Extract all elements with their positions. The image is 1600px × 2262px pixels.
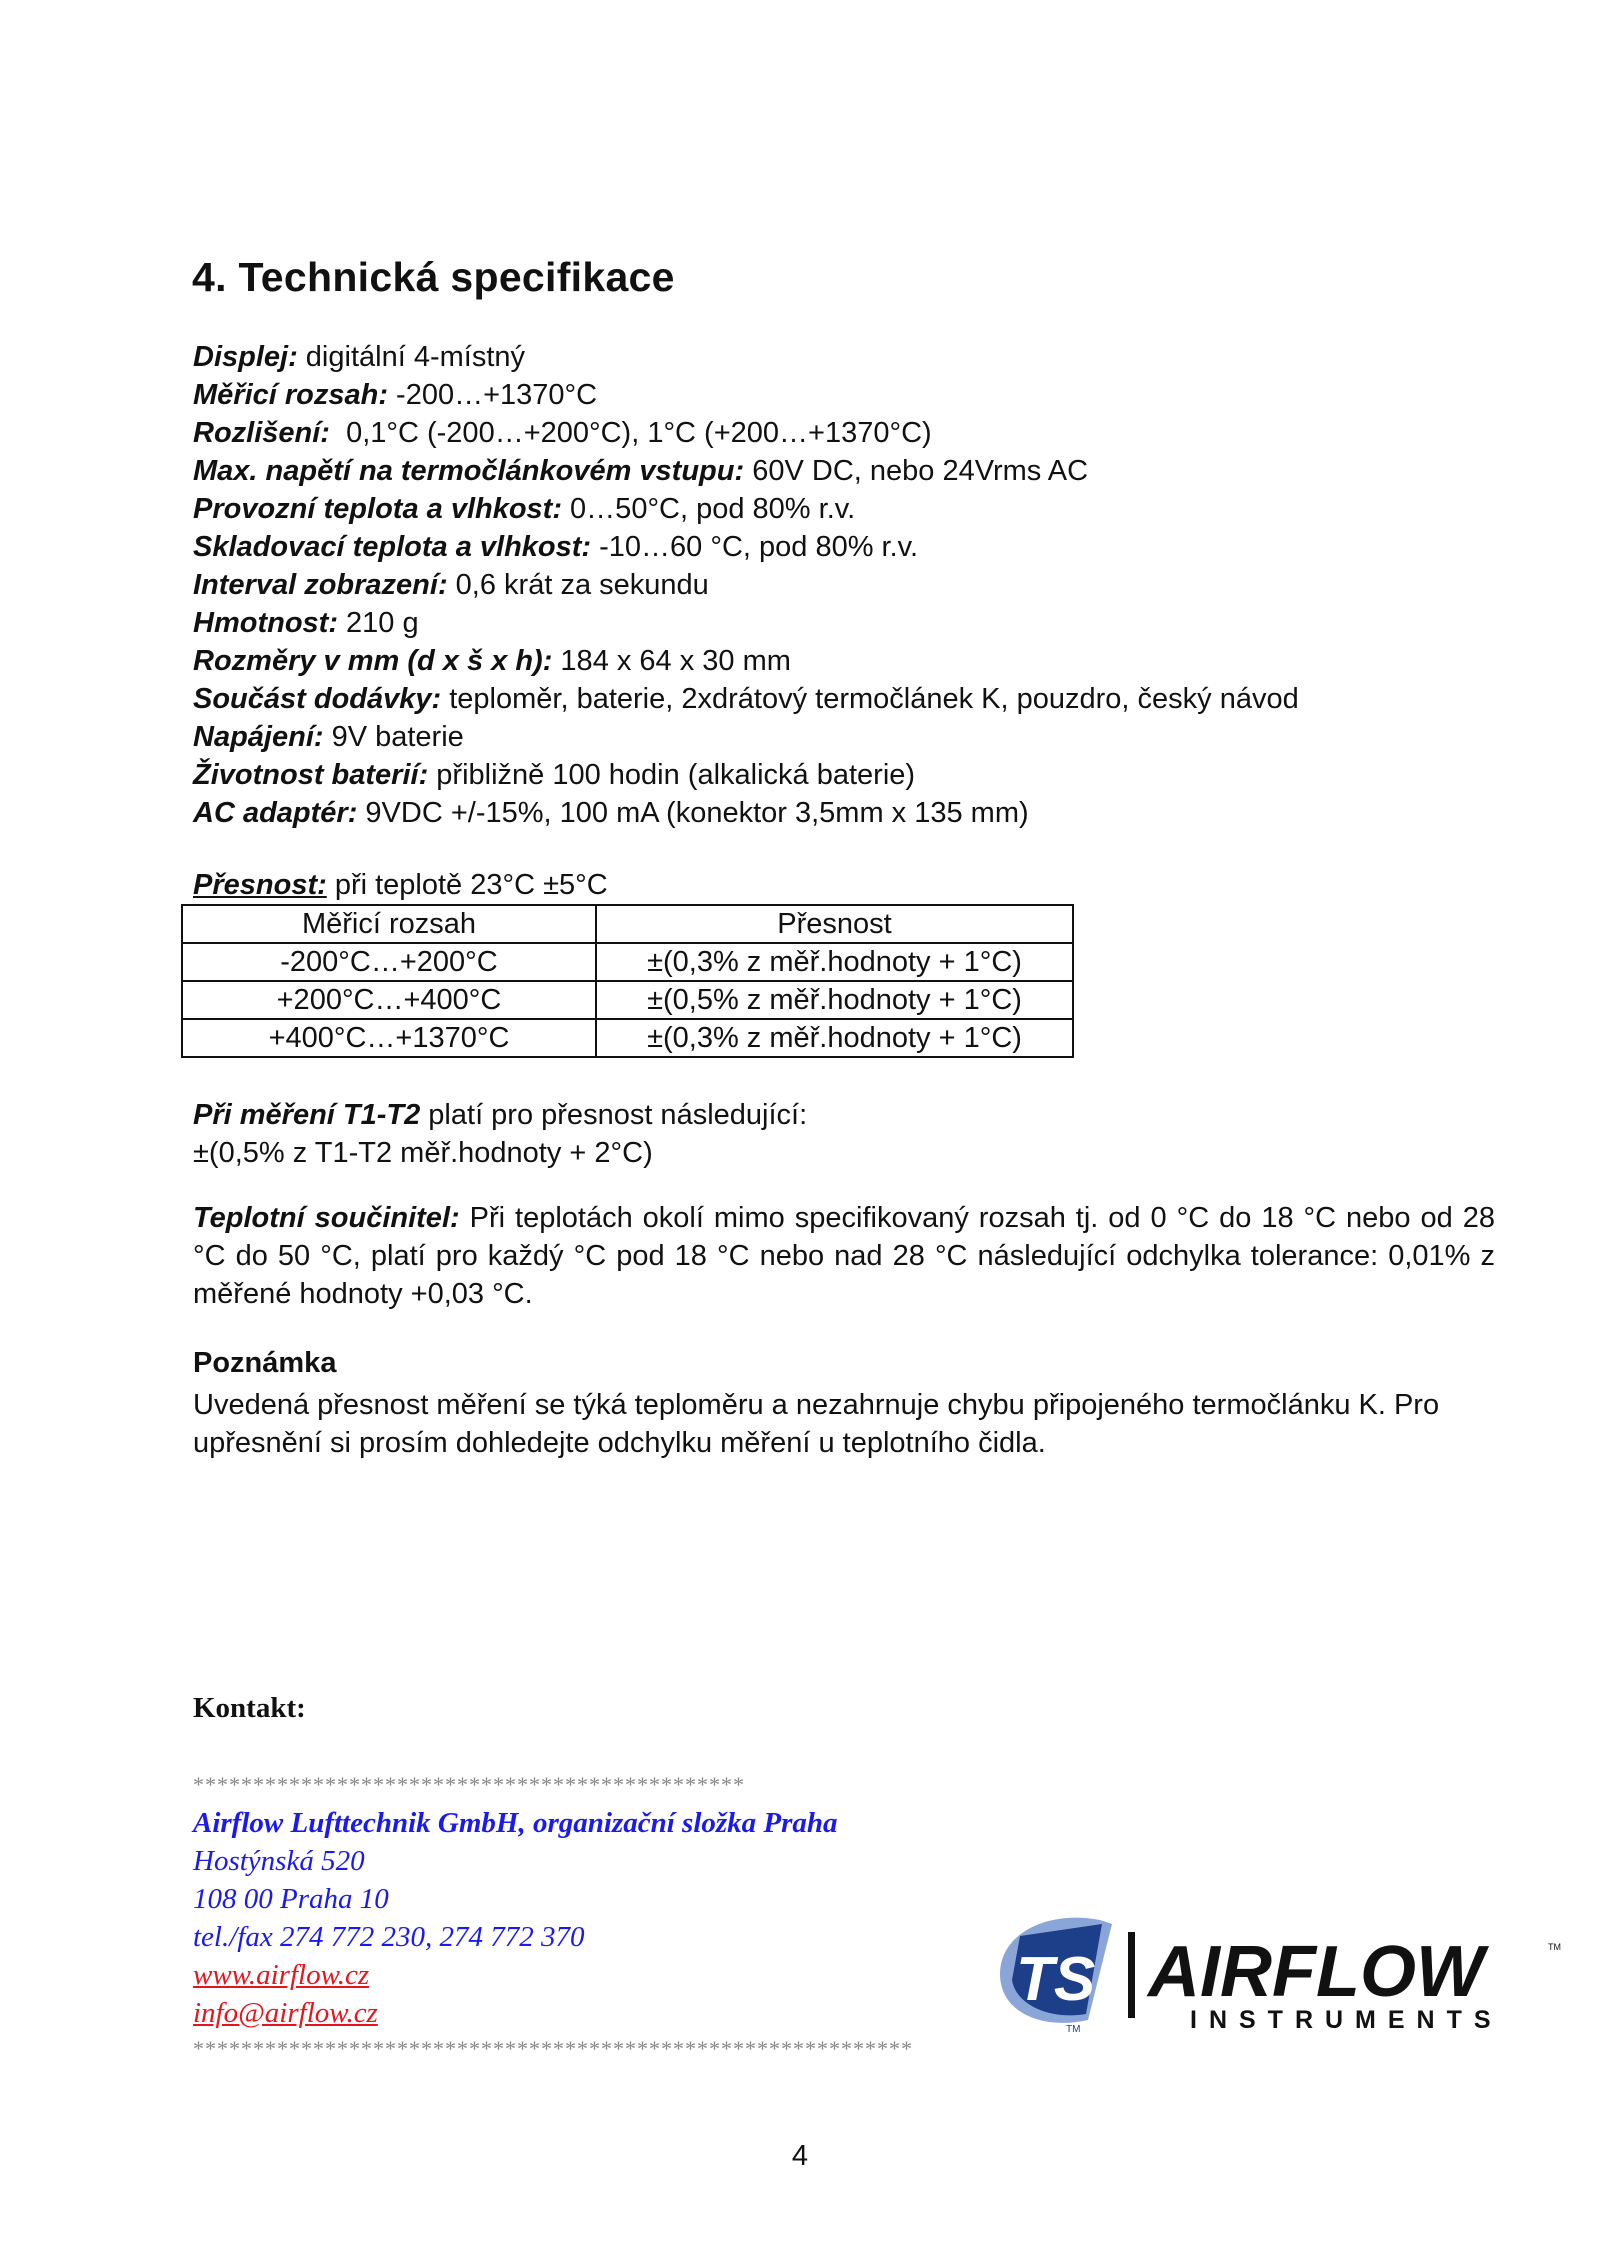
airflow-wordmark: AIRFLOW xyxy=(1148,1932,1484,2012)
spec-value: 0,1°C (-200…+200°C), 1°C (+200…+1370°C) xyxy=(329,417,932,449)
t1t2-block xyxy=(193,1096,807,1172)
email-link[interactable]: info@airflow.cz xyxy=(193,1997,378,2029)
spec-line xyxy=(193,490,1493,528)
website-link[interactable]: www.airflow.cz xyxy=(193,1959,370,1991)
accuracy-cell: ±(0,3% z měř.hodnoty + 1°C) xyxy=(596,943,1073,981)
phone-fax: tel./fax 274 772 230, 274 772 370 xyxy=(193,1921,585,1953)
spec-value: 184 x 64 x 30 mm xyxy=(552,645,791,677)
tsi-letters: TSI xyxy=(1016,1945,1113,2014)
spec-line xyxy=(193,756,1493,794)
note-title: Poznámka xyxy=(193,1347,337,1379)
spec-line xyxy=(193,452,1493,490)
airflow-trademark: TM xyxy=(1548,1942,1561,1952)
accuracy-condition: při teplotě 23°C ±5°C xyxy=(326,869,608,901)
spec-list xyxy=(193,338,1493,832)
spec-value: 0…50°C, pod 80% r.v. xyxy=(562,493,856,525)
tsi-airflow-logo xyxy=(990,1902,1570,2052)
page-number: 4 xyxy=(791,2140,809,2172)
table-row xyxy=(182,1019,1073,1057)
coefficient-label: Teplotní součinitel: xyxy=(193,1202,460,1234)
range-cell: -200°C…+200°C xyxy=(182,943,596,981)
note-text: Uvedená přesnost měření se týká teploměru a nezahrnuje chybu připojeného termočlánku K. Pro upřesnění si prosím dohledejte odchylku měření u teplotního čidla. xyxy=(193,1389,1440,1459)
contact-label: Kontakt: xyxy=(193,1692,306,1724)
spec-value: 9V baterie xyxy=(323,721,464,753)
spec-line xyxy=(193,604,1493,642)
spec-label: Napájení: xyxy=(193,721,324,753)
table-row xyxy=(182,981,1073,1019)
spec-label: Displej: xyxy=(193,341,298,373)
spec-value: teploměr, baterie, 2xdrátový termočlánek K, pouzdro, český návod xyxy=(441,683,1299,715)
range-cell: +400°C…+1370°C xyxy=(182,1019,596,1057)
spec-label: Interval zobrazení: xyxy=(193,569,448,601)
spec-value: -200…+1370°C xyxy=(388,379,598,411)
t1t2-text: platí pro přesnost následující: xyxy=(420,1099,808,1131)
instruments-wordmark: INSTRUMENTS xyxy=(1190,2006,1503,2034)
t1t2-value: ±(0,5% z T1-T2 měř.hodnoty + 2°C) xyxy=(193,1137,653,1169)
t1t2-label: Při měření T1-T2 xyxy=(193,1099,421,1131)
street-address: Hostýnská 520 xyxy=(193,1845,365,1877)
spec-label: Měřicí rozsah: xyxy=(193,379,388,411)
spec-label: Součást dodávky: xyxy=(193,683,442,715)
spec-label: Hmotnost: xyxy=(193,607,338,639)
accuracy-heading xyxy=(193,866,608,904)
spec-line xyxy=(193,718,1493,756)
table-row xyxy=(182,943,1073,981)
spec-label: Max. napětí na termočlánkovém vstupu: xyxy=(193,455,745,487)
spec-value: 60V DC, nebo 24Vrms AC xyxy=(744,455,1089,487)
company-name: Airflow Lufttechnik GmbH, organizační složka Praha xyxy=(193,1807,838,1839)
spec-value: 0,6 krát za sekundu xyxy=(447,569,709,601)
spec-line xyxy=(193,642,1493,680)
range-cell: +200°C…+400°C xyxy=(182,981,596,1019)
spec-value: -10…60 °C, pod 80% r.v. xyxy=(591,531,919,563)
accuracy-cell: ±(0,5% z měř.hodnoty + 1°C) xyxy=(596,981,1073,1019)
spec-label: Skladovací teplota a vlhkost: xyxy=(193,531,592,563)
contact-address xyxy=(193,1804,838,2032)
tsi-trademark: TM xyxy=(1066,2024,1081,2035)
spec-label: Životnost baterií: xyxy=(193,759,429,791)
spec-value: 9VDC +/-15%, 100 mA (konektor 3,5mm x 135 mm) xyxy=(357,797,1029,829)
spec-label: AC adaptér: xyxy=(193,797,358,829)
accuracy-table xyxy=(181,904,1074,1058)
spec-line xyxy=(193,566,1493,604)
tsi-logo-icon xyxy=(1000,1918,1114,2035)
city-address: 108 00 Praha 10 xyxy=(193,1883,389,1915)
divider-stars-bottom: ************************************************************ xyxy=(193,2036,913,2061)
table-header-row xyxy=(182,905,1073,943)
spec-line xyxy=(193,338,1493,376)
spec-value: digitální 4-místný xyxy=(297,341,526,373)
spec-value: přibližně 100 hodin (alkalická baterie) xyxy=(428,759,916,791)
spec-line xyxy=(193,680,1493,718)
temperature-coefficient xyxy=(193,1199,1495,1313)
spec-line xyxy=(193,414,1493,452)
accuracy-label: Přesnost: xyxy=(193,869,327,901)
divider-stars-top: ********************************************** xyxy=(193,1772,745,1797)
spec-line xyxy=(193,376,1493,414)
spec-label: Rozlišení: xyxy=(193,417,330,449)
column-header-accuracy: Přesnost xyxy=(596,905,1073,943)
spec-value: 210 g xyxy=(337,607,419,639)
accuracy-cell: ±(0,3% z měř.hodnoty + 1°C) xyxy=(596,1019,1073,1057)
section-heading: 4. Technická specifikace xyxy=(192,254,675,300)
coefficient-text: Při teplotách okolí mimo specifikovaný rozsah tj. od 0 °C do 18 °C nebo od 28 °C do 50 °C, platí pro každý °C pod 18 °C nebo nad 28 °C následující odchylka tolerance: 0,01% z měřené hodnoty +0,03 °C. xyxy=(193,1202,1495,1310)
spec-line xyxy=(193,528,1493,566)
spec-line xyxy=(193,794,1493,832)
spec-label: Provozní teplota a vlhkost: xyxy=(193,493,562,525)
column-header-range: Měřicí rozsah xyxy=(182,905,596,943)
logo-divider-bar xyxy=(1128,1932,1135,2018)
spec-label: Rozměry v mm (d x š x h): xyxy=(193,645,553,677)
